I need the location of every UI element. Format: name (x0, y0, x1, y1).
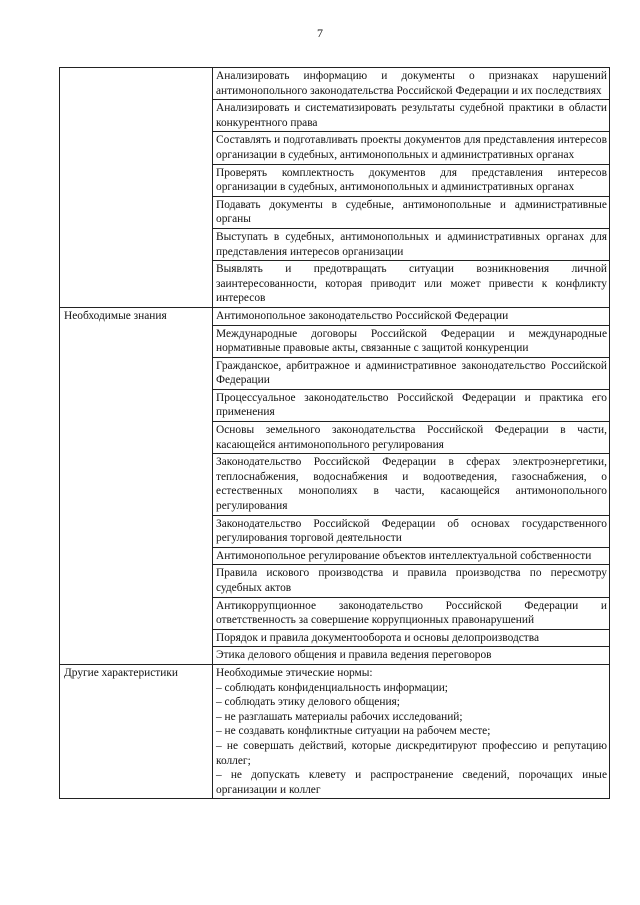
ethics-item: – не допускать клевету и распространение сведений, порочащих иные организации и коллег (216, 769, 607, 796)
requirement-item: Подавать документы в судебные, антимонопольные и административные органы (213, 196, 610, 228)
ethics-item: – соблюдать конфиденциальность информации; (216, 681, 448, 694)
table-row (60, 325, 610, 357)
section-label-continuation (60, 196, 213, 228)
section-label-continuation (60, 357, 213, 389)
page-number: 7 (317, 26, 323, 40)
table-row (60, 647, 610, 665)
section-label-continuation (60, 261, 213, 308)
requirement-item: Анализировать информацию и документы о признаках нарушений антимонопольного законодательства Российской Федерации и их последствиях (213, 68, 610, 100)
requirement-item: Антимонопольное регулирование объектов интеллектуальной собственности (213, 547, 610, 565)
section-label-continuation (60, 629, 213, 647)
requirement-item: Выявлять и предотвращать ситуации возникновения личной заинтересованности, которая приводит или может привести к конфликту интересов (213, 261, 610, 308)
requirement-item: Гражданское, арбитражное и административное законодательство Российской Федерации (213, 357, 610, 389)
table-row (60, 196, 610, 228)
requirements-table (59, 67, 610, 799)
ethics-item: – не создавать конфликтные ситуации на рабочем месте; (216, 725, 491, 738)
ethics-item: – не совершать действий, которые дискредитируют профессию и репутацию коллег; (216, 739, 607, 767)
requirement-item: Проверять комплектность документов для представления интересов организации в судебных, антимонопольных и административных органах (213, 164, 610, 196)
table-row (60, 547, 610, 565)
table-row (60, 515, 610, 547)
requirement-item: Составлять и подготавливать проекты документов для представления интересов организации в судебных, антимонопольных и административных органах (213, 132, 610, 164)
section-label-continuation (60, 228, 213, 260)
section-label-continuation (60, 325, 213, 357)
section-label: Другие характеристики (60, 664, 213, 798)
section-label-continuation (60, 547, 213, 565)
table-row (60, 454, 610, 515)
ethics-item: – не разглашать материалы рабочих исследований; (216, 710, 463, 723)
table-row (60, 664, 610, 798)
table-row (60, 261, 610, 308)
table-row (60, 357, 610, 389)
table-row (60, 132, 610, 164)
table-row (60, 68, 610, 100)
table-row (60, 389, 610, 421)
section-label-continuation (60, 132, 213, 164)
requirement-item: Законодательство Российской Федерации об основах государственного регулирования торговой деятельности (213, 515, 610, 547)
section-label-continuation (60, 647, 213, 665)
section-label-continuation (60, 100, 213, 132)
section-label-continuation (60, 454, 213, 515)
table-row (60, 100, 610, 132)
requirement-item: Этика делового общения и правила ведения переговоров (213, 647, 610, 665)
section-label-continuation (60, 164, 213, 196)
table-row (60, 629, 610, 647)
requirement-item: Международные договоры Российской Федерации и международные нормативные правовые акты, связанные с защитой конкуренции (213, 325, 610, 357)
table-row (60, 597, 610, 629)
section-label-continuation (60, 515, 213, 547)
ethics-heading: Необходимые этические нормы: (216, 666, 373, 679)
section-label-continuation (60, 565, 213, 597)
requirement-item: Анализировать и систематизировать результаты судебной практики в области конкурентного права (213, 100, 610, 132)
requirement-item: Основы земельного законодательства Российской Федерации в части, касающейся антимонопольного регулирования (213, 422, 610, 454)
section-label-continuation (60, 422, 213, 454)
ethics-list (213, 664, 610, 798)
section-label (60, 68, 213, 100)
requirement-item: Законодательство Российской Федерации в сферах электроэнергетики, теплоснабжения, водоснабжения и водоотведения, газоснабжения, о естественных монополиях в части, касающейся антимонопольного регулирования (213, 454, 610, 515)
requirement-item: Антимонопольное законодательство Российской Федерации (213, 307, 610, 325)
table-row (60, 307, 610, 325)
table-row (60, 422, 610, 454)
section-label-continuation (60, 597, 213, 629)
requirement-item: Правила искового производства и правила производства по пересмотру судебных актов (213, 565, 610, 597)
requirement-item: Порядок и правила документооборота и основы делопроизводства (213, 629, 610, 647)
table-row (60, 565, 610, 597)
table-row (60, 164, 610, 196)
requirement-item: Антикоррупционное законодательство Российской Федерации и ответственность за совершение коррупционных правонарушений (213, 597, 610, 629)
table-row (60, 228, 610, 260)
requirement-item: Выступать в судебных, антимонопольных и административных органах для представления интересов организации (213, 228, 610, 260)
requirement-item: Процессуальное законодательство Российской Федерации и практика его применения (213, 389, 610, 421)
section-label: Необходимые знания (60, 307, 213, 325)
section-label-continuation (60, 389, 213, 421)
ethics-item: – соблюдать этику делового общения; (216, 696, 400, 709)
